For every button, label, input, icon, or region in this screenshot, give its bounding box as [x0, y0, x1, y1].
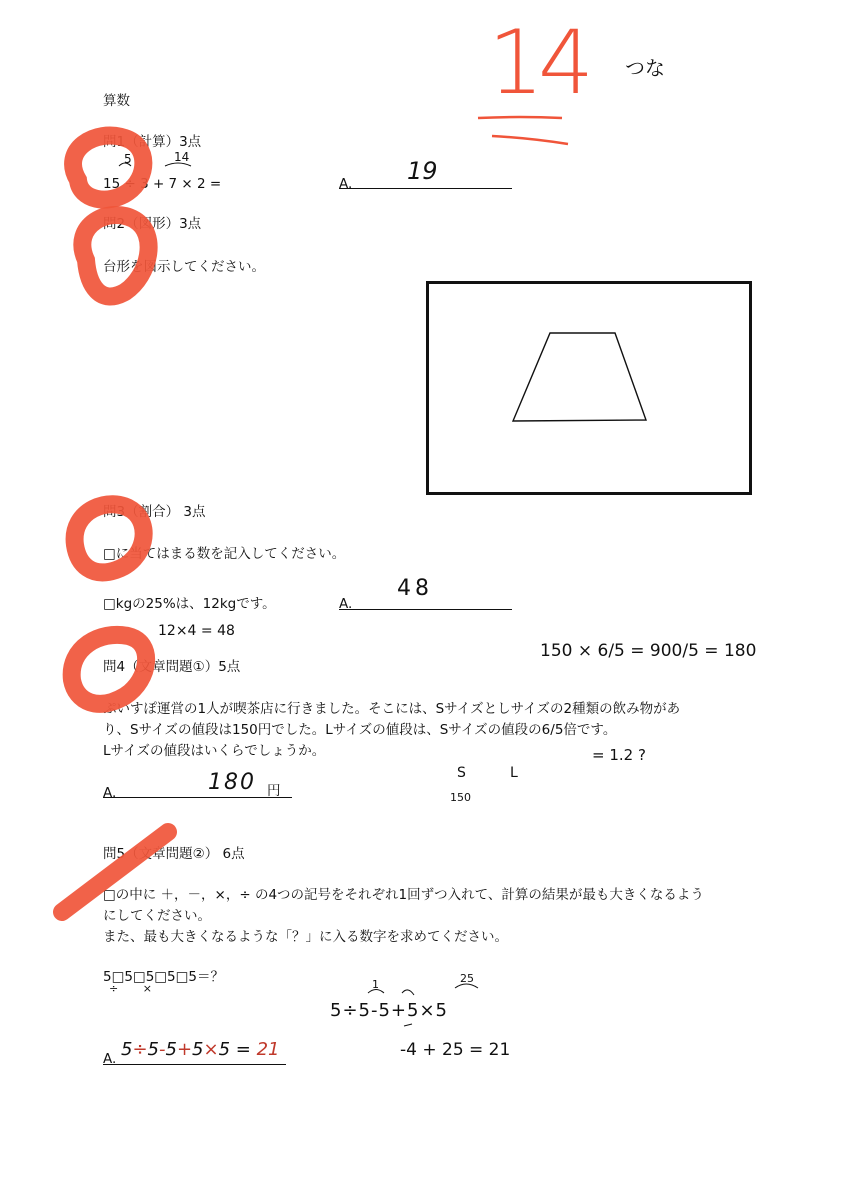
q5-work-line1: 5÷5-5+5×5 [330, 1000, 449, 1021]
q3-answer-prefix: A. [339, 596, 353, 612]
q5-line2: にしてください。 [103, 908, 211, 924]
q4-work-150: 150 [450, 791, 471, 804]
score-underline-2 [492, 136, 568, 144]
q5-answer-prefix: A. [103, 1051, 117, 1067]
q1-note-b: 14 [174, 150, 190, 164]
q5-answer-n2: 5 [147, 1039, 159, 1060]
q4-answer: 180 [208, 770, 256, 795]
q5-answer-n4: 5 [192, 1039, 204, 1060]
q5-line3: また、最も大きくなるような「？」に入る数字を求めてください。 [103, 929, 508, 945]
q4-answer-prefix: A. [103, 785, 117, 801]
q4-unit: 円 [267, 783, 281, 799]
q1-expression: 15 ÷ 3 + 7 × 2 = [103, 176, 222, 192]
q3-title: 問3（割合） 3点 [103, 504, 206, 520]
q3-question: □kgの25%は、12kgです。 [103, 596, 276, 612]
q1-note-a: 5 [124, 152, 132, 166]
q5-answer-op4: × [203, 1039, 219, 1060]
q4-work-l: L [510, 765, 518, 781]
q5-marks: ÷ × [109, 982, 152, 995]
q4-work-ratio: = 1.2 ? [592, 746, 646, 764]
q3-prompt: □に当てはまる数を記入してください。 [103, 546, 346, 562]
q5-answer-n3: 5 [165, 1039, 177, 1060]
q5-answer-op2: - [159, 1039, 166, 1060]
score-note: つな [625, 56, 665, 80]
subject-title: 算数 [103, 93, 130, 109]
q5-title: 問5（文章問題②） 6点 [103, 846, 245, 862]
q2-prompt: 台形を図示してください。 [103, 259, 265, 275]
q5-expression: 5□5□5□5□5＝？ [103, 969, 224, 985]
q5-work-line2: -4 + 25 = 21 [400, 1040, 511, 1060]
q4-work-s: S [457, 765, 466, 781]
q1-answer: 19 [407, 157, 438, 185]
q2-title: 問2（図形）3点 [103, 216, 202, 232]
q4-work-main: 150 × 6/5 = 900/5 = 180 [540, 641, 757, 661]
q4-title: 問4（文章問題①）5点 [103, 659, 241, 675]
q5-answer-result: 21 [256, 1039, 280, 1060]
q5-answer-n1: 5 [121, 1039, 133, 1060]
score-underline-1 [478, 117, 562, 118]
q4-line1: ぷいすぽ運営の1人が喫茶店に行きました。そこには、Sサイズとしサイズの2種類の飲み物があ [103, 701, 681, 717]
q5-wrong-mark [62, 832, 168, 912]
q5-work-top2: 25 [460, 972, 474, 985]
q5-line1: □の中に ＋，－，×，÷ の4つの記号をそれぞれ1回ずつ入れて、計算の結果が最も大きくなるよう [103, 887, 704, 903]
score: 14 [488, 11, 588, 114]
q1-answer-prefix: A. [339, 176, 353, 192]
q2-correct-mark [82, 215, 148, 297]
q3-work: 12×4 = 48 [158, 623, 235, 639]
q5-answer-n5: 5 = [218, 1039, 251, 1060]
q4-correct-mark [72, 635, 146, 704]
q3-correct-mark [75, 504, 144, 572]
q4-line2: り、Sサイズの値段は150円でした。Lサイズの値段は、Sサイズの値段の6/5倍です。 [103, 722, 617, 738]
q4-line3: Lサイズの値段はいくらでしょうか。 [103, 743, 326, 759]
q5-answer-op1: ÷ [132, 1039, 148, 1060]
q1-correct-mark [73, 136, 143, 200]
q3-answer: 48 [397, 576, 433, 601]
q1-title: 問1（計算）3点 [103, 134, 202, 150]
q5-answer-op3: + [176, 1039, 193, 1060]
q5-work-top1: 1 [372, 978, 379, 991]
